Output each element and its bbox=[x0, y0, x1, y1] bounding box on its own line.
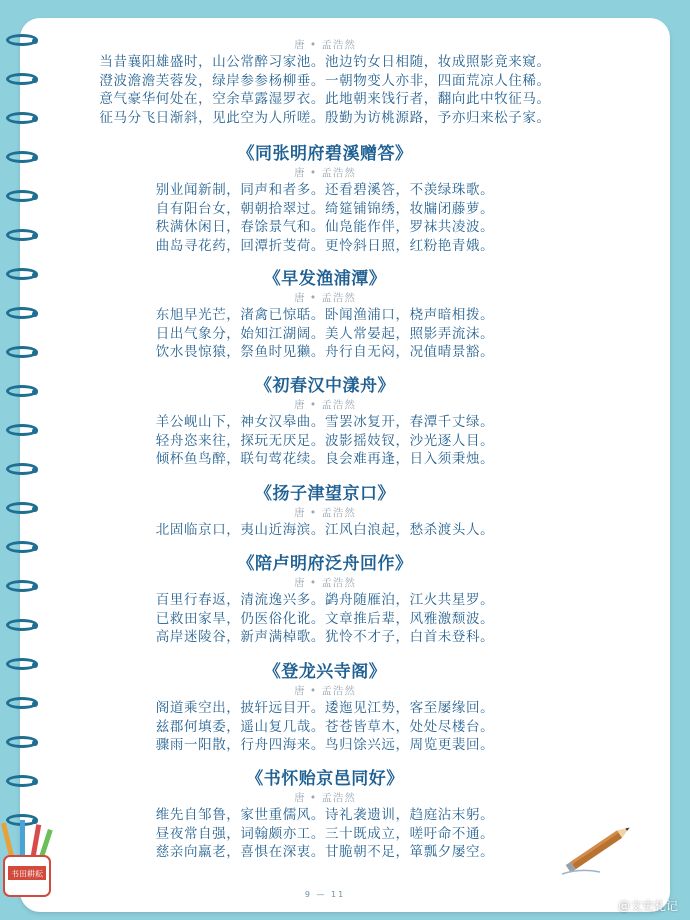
poem-line: 饮水畏惊猿，祭鱼时见獭。舟行自无闷，况值晴景豁。 bbox=[155, 344, 495, 360]
poem-line: 别业闻新制，同声和者多。还看碧溪答，不羡绿珠歌。 bbox=[155, 182, 495, 198]
poem-block bbox=[0, 661, 650, 755]
poem-author: 唐 • 孟浩然 bbox=[294, 399, 356, 411]
poem-title: 《登龙兴寺阁》 bbox=[263, 662, 387, 682]
poem-line: 自有阳台女，朝朝拾翠过。绮筵铺锦绣，妆牖闭藤萝。 bbox=[155, 200, 495, 217]
poem-line: 东旭早光芒，渚禽已惊聒。卧闻渔浦口，桡声暗相拨。 bbox=[155, 307, 495, 323]
watermark: @文史札记 bbox=[617, 899, 678, 913]
poem-line: 秩满休闲日，春馀景气和。仙凫能作伴，罗袜共凌波。 bbox=[155, 219, 495, 235]
poem-title: 《同张明府碧溪赠答》 bbox=[237, 144, 413, 164]
poem-block bbox=[0, 143, 650, 255]
poem-block bbox=[0, 483, 650, 540]
poem-line: 征马分飞日渐斜，见此空为人所嗟。殷勤为访桃源路，予亦归来松子家。 bbox=[99, 109, 551, 126]
poem-line: 北固临京口，夷山近海滨。江风白浪起，愁杀渡头人。 bbox=[155, 522, 495, 538]
pencil-illustration bbox=[560, 818, 640, 878]
poem-line: 羊公岘山下，神女汉皋曲。雪罢冰复开，春潭千丈绿。 bbox=[155, 414, 495, 430]
poem-line: 阁道乘空出，披轩远目开。逶迤见江势，客至屡缘回。 bbox=[155, 700, 495, 716]
poem-line: 倾杯鱼鸟醉，联句莺花续。良会难再逢，日入须秉烛。 bbox=[155, 451, 495, 467]
poem-line: 慈亲向羸老，喜惧在深衷。甘脆朝不足，箪瓢夕屡空。 bbox=[155, 844, 495, 860]
poem-line: 澄波澹澹芙蓉发，绿岸参参杨柳垂。一朝物变人亦非，四面荒凉人住稀。 bbox=[99, 72, 551, 89]
poem-line: 高岸迷陵谷，新声满棹歌。犹怜不才子，白首未登科。 bbox=[155, 629, 495, 645]
poem-line: 当昔襄阳雄盛时，山公常醉习家池。池边钓女日相随，妆成照影竟来窥。 bbox=[99, 54, 551, 70]
poem-author: 唐 • 孟浩然 bbox=[294, 39, 356, 51]
poem-title: 《早发渔浦潭》 bbox=[263, 269, 387, 289]
poem-block bbox=[0, 768, 650, 862]
poem-block bbox=[0, 268, 650, 362]
poem-line: 维先自邹鲁，家世重儒风。诗礼袭遗训，趋庭沾末躬。 bbox=[155, 807, 495, 823]
poem-block bbox=[0, 37, 650, 127]
cup-label: 书田耕耘 bbox=[11, 869, 43, 879]
poem-author: 唐 • 孟浩然 bbox=[294, 167, 356, 179]
poem-author: 唐 • 孟浩然 bbox=[294, 792, 356, 804]
poem-line: 兹郡何填委，遥山复几哉。苍苍皆草木，处处尽楼台。 bbox=[155, 718, 495, 735]
poem-line: 日出气象分，始知江湖阔。美人常晏起，照影弄流沫。 bbox=[155, 325, 495, 342]
poem-block bbox=[0, 375, 650, 469]
poem-author: 唐 • 孟浩然 bbox=[294, 507, 356, 519]
poem-line: 轻舟恣来往，探玩无厌足。波影摇妓钗，沙光逐人目。 bbox=[155, 432, 495, 449]
poem-title: 《扬子津望京口》 bbox=[255, 484, 395, 504]
poem-line: 曲岛寻花药，回潭折芰荷。更怜斜日照，红粉艳青娥。 bbox=[155, 237, 495, 254]
poem-block bbox=[0, 553, 650, 647]
poem-author: 唐 • 孟浩然 bbox=[294, 292, 356, 304]
binding-ring bbox=[6, 541, 38, 553]
page-footer: 9 — 11 bbox=[304, 890, 346, 899]
poem-line: 已救田家旱，仍医俗化讹。文章推后辈，风雅激颓波。 bbox=[155, 610, 495, 627]
poem-author: 唐 • 孟浩然 bbox=[294, 577, 356, 589]
pencil-cup-illustration bbox=[0, 820, 62, 900]
poem-line: 昼夜常自强，词翰颇亦工。三十既成立，嗟吁命不通。 bbox=[155, 825, 495, 842]
poem-line: 骤雨一阳散，行舟四海来。鸟归馀兴远，周览更裴回。 bbox=[155, 737, 495, 753]
poem-title: 《书怀贻京邑同好》 bbox=[246, 769, 404, 789]
poem-title: 《初春汉中漾舟》 bbox=[255, 376, 395, 396]
poem-line: 百里行春返，清流逸兴多。鹢舟随雁泊，江火共星罗。 bbox=[155, 592, 495, 608]
poem-title: 《陪卢明府泛舟回作》 bbox=[237, 554, 413, 574]
poem-author: 唐 • 孟浩然 bbox=[294, 685, 356, 697]
poem-line: 意气豪华何处在，空余草露湿罗衣。此地朝来饯行者，翻向此中牧征马。 bbox=[99, 91, 551, 107]
